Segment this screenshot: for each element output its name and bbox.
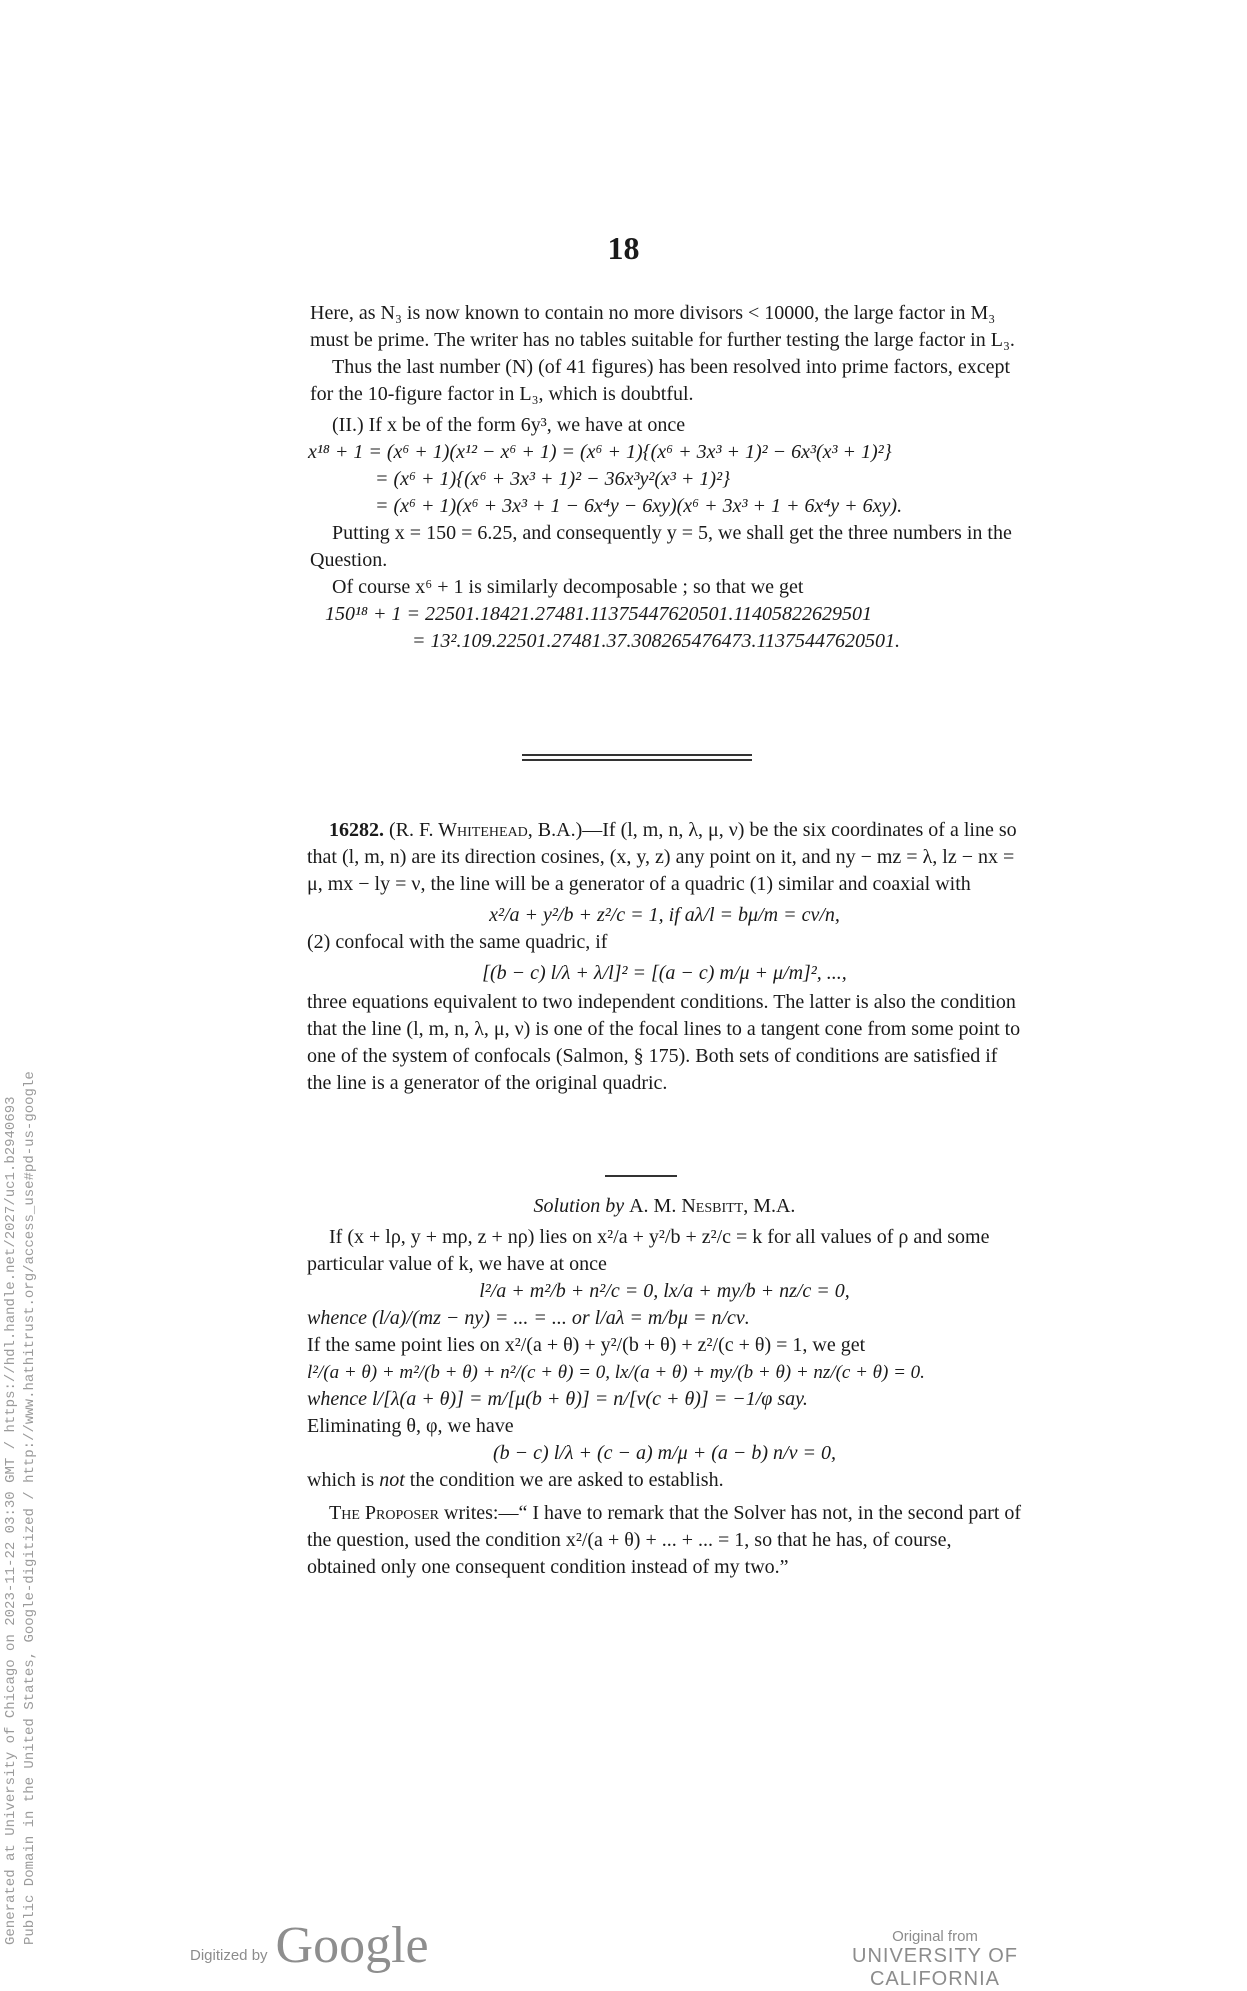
equation: = (x⁶ + 1)(x⁶ + 3x³ + 1 − 6x⁴y − 6xy)(x⁶ + 3x³ + 1 + 6x⁴y + 6xy). — [375, 495, 903, 517]
equation: x²/a + y²/b + z²/c = 1, if aλ/l = bμ/m = cν/n, — [489, 904, 840, 926]
university-name: UNIVERSITY OF CALIFORNIA — [852, 1945, 1018, 1990]
proposer-text: writes:—“ I have to remark that the Solver has not, in the second part of the question, used the condition x²/(a + θ) + ... + ... = 1, so that he has, of course, obtained only one consequent condition instead of my two.” — [307, 1502, 1022, 1578]
proposer-remark — [307, 1500, 1022, 1581]
divider — [605, 1175, 677, 1177]
paragraph: Here, as N₃ is now known to contain no more divisors < 10000, the large factor in M₃ must be prime. The writer has no tables suitable for further testing the large factor in L₃. — [310, 302, 1015, 351]
solver-name: A. M. Nesbitt, M.A. — [629, 1195, 796, 1217]
equation: whence l/[λ(a + θ)] = m/[μ(b + θ)] = n/[ν(c + θ)] = −1/φ say. — [307, 1388, 808, 1410]
paragraph: If the same point lies on x²/(a + θ) + y²/(b + θ) + z²/(c + θ) = 1, we get — [307, 1334, 866, 1356]
original-from — [790, 1928, 1080, 1991]
solution — [307, 1193, 1022, 1581]
question-16282 — [307, 817, 1022, 1097]
equation: = (x⁶ + 1){(x⁶ + 3x³ + 1)² − 36x³y²(x³ + 1)²} — [375, 468, 731, 490]
hathitrust-watermark — [2, 45, 42, 1945]
text-span: which is — [307, 1469, 380, 1491]
paragraph — [307, 1467, 1022, 1494]
watermark-line: Public Domain in the United States, Google-digitized / http://www.hathitrust.org/access_use#pd-us-google — [22, 1071, 38, 1945]
equation: 150¹⁸ + 1 = 22501.18421.27481.11375447620501.11405822629501 — [325, 603, 872, 625]
emphasis: not — [379, 1469, 405, 1491]
paragraph: Putting x = 150 = 6.25, and consequently y = 5, we shall get the three numbers in the Question. — [310, 522, 1012, 571]
equation: = 13².109.22501.27481.37.308265476473.11375447620501. — [412, 630, 901, 652]
paragraph: Eliminating θ, φ, we have — [307, 1415, 514, 1437]
paragraph: three equations equivalent to two independent conditions. The latter is also the condition that the line (l, m, n, λ, μ, ν) is one of the focal lines to a tangent cone from some point to one of the system of confocals (Salmon, § 175). Both sets of conditions are satisfied if the line is a generator of the original quadric. — [307, 991, 1021, 1094]
paragraph: Of course x⁶ + 1 is similarly decomposable ; so that we get — [332, 576, 804, 598]
paragraph: (II.) If x be of the form 6y³, we have at once — [332, 414, 686, 436]
equation: x¹⁸ + 1 = (x⁶ + 1)(x¹² − x⁶ + 1) = (x⁶ + 1){(x⁶ + 3x³ + 1)² − 6x³(x³ + 1)²} — [308, 441, 892, 463]
question-text: —If (l, m, n, λ, μ, ν) be the six coordinates of a line so that (l, m, n) are its direction cosines, (x, y, z) any point on it, and ny − mz = λ, lz − nx = μ, mx − ly = ν, the line will be a generator of a quadric (1) similar and coaxial with — [307, 819, 1017, 895]
page-number: 18 — [607, 230, 640, 266]
solution-heading — [307, 1193, 1022, 1220]
equation: [(b − c) l/λ + λ/l]² = [(a − c) m/μ + μ/m]², ..., — [482, 962, 847, 984]
equation: l²/(a + θ) + m²/(b + θ) + n²/(c + θ) = 0, lx/(a + θ) + my/(b + θ) + nz/(c + θ) = 0. — [307, 1362, 925, 1383]
paragraph: (2) confocal with the same quadric, if — [307, 931, 608, 953]
text-span: the condition we are asked to establish. — [404, 1469, 724, 1491]
proposer-label: The Proposer — [329, 1502, 440, 1524]
equation: l²/a + m²/b + n²/c = 0, lx/a + my/b + nz/c = 0, — [479, 1280, 850, 1302]
digitized-by-label: Digitized by — [190, 1947, 268, 1964]
original-from-label: Original from — [892, 1928, 978, 1945]
equation: whence (l/a)/(mz − ny) = ... = ... or l/aλ = m/bμ = n/cν. — [307, 1307, 750, 1329]
equation: (b − c) l/λ + (c − a) m/μ + (a − b) n/ν = 0, — [493, 1442, 836, 1464]
question-number: 16282. — [329, 819, 384, 841]
question-author: (R. F. Whitehead, B.A.) — [389, 819, 583, 841]
google-logo: Google — [275, 1917, 429, 1974]
paragraph: Thus the last number (N) (of 41 figures) has been resolved into prime factors, except for the 10-figure factor in L₃, which is doubtful. — [310, 356, 1011, 405]
digitized-by-google — [190, 1917, 429, 1974]
solution-heading-italic: Solution by — [533, 1195, 625, 1217]
paragraph: If (x + lρ, y + mρ, z + nρ) lies on x²/a + y²/b + z²/c = k for all values of ρ and some particular value of k, we have at once — [307, 1226, 990, 1275]
section-divider — [522, 754, 752, 761]
continued-text — [310, 300, 1025, 655]
watermark-line: Generated at University of Chicago on 2023-11-22 03:30 GMT / https://hdl.handle.net/2027/uc1.b2940693 — [3, 1096, 19, 1945]
